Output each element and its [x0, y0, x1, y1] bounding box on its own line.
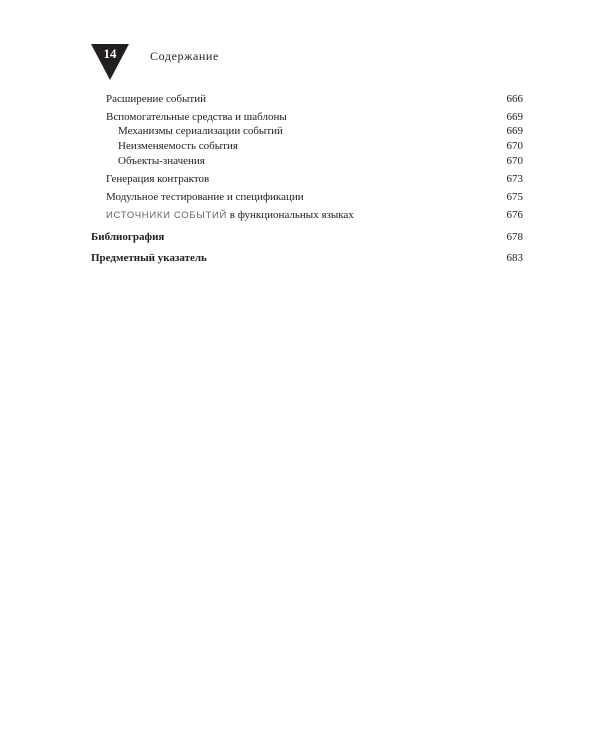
toc-subentry[interactable]: [118, 125, 523, 137]
toc-entry-label-rest: в функциональных языках: [227, 209, 354, 221]
small-caps-term: ИСТОЧНИКИ СОБЫТИЙ: [106, 210, 227, 221]
toc-entry-page: 683: [506, 252, 523, 264]
toc-entry-label: [106, 209, 354, 221]
toc-entry-page: 670: [506, 155, 523, 167]
toc-entry-label: Модульное тестирование и спецификации: [106, 191, 304, 203]
toc-chapter-entry[interactable]: [91, 231, 523, 243]
toc-chapter-entry[interactable]: [91, 252, 523, 264]
toc-subentry[interactable]: [118, 155, 523, 167]
toc-entry[interactable]: [106, 111, 523, 123]
toc-entry-page: 666: [506, 93, 523, 105]
toc-entry-label: Предметный указатель: [91, 252, 207, 264]
toc-entry-label: Вспомогательные средства и шаблоны: [106, 111, 287, 123]
running-head-title: Содержание: [150, 49, 219, 63]
toc-entry[interactable]: [106, 93, 523, 105]
page-number: 14: [103, 46, 117, 61]
toc-entry-page: 669: [506, 111, 523, 123]
toc-entry-label: Генерация контрактов: [106, 173, 210, 185]
toc-entry-label: Объекты-значения: [118, 155, 205, 167]
toc-entry[interactable]: [106, 209, 523, 221]
toc-entry-label: Механизмы сериализации событий: [118, 125, 283, 137]
toc-entry-page: 676: [506, 209, 523, 221]
toc-entry-label: Расширение событий: [106, 93, 206, 105]
toc-entry-page: 673: [506, 173, 523, 185]
toc-entry[interactable]: [106, 173, 523, 185]
toc-subentry[interactable]: [118, 140, 523, 152]
toc-entry-page: 675: [506, 191, 523, 203]
toc-entry[interactable]: [106, 191, 523, 203]
toc-entry-label: Неизменяемость события: [118, 140, 238, 152]
toc-entry-label: Библиография: [91, 231, 165, 243]
toc-entry-page: 669: [506, 125, 523, 137]
toc-entry-page: 678: [506, 231, 523, 243]
toc-entry-page: 670: [506, 140, 523, 152]
